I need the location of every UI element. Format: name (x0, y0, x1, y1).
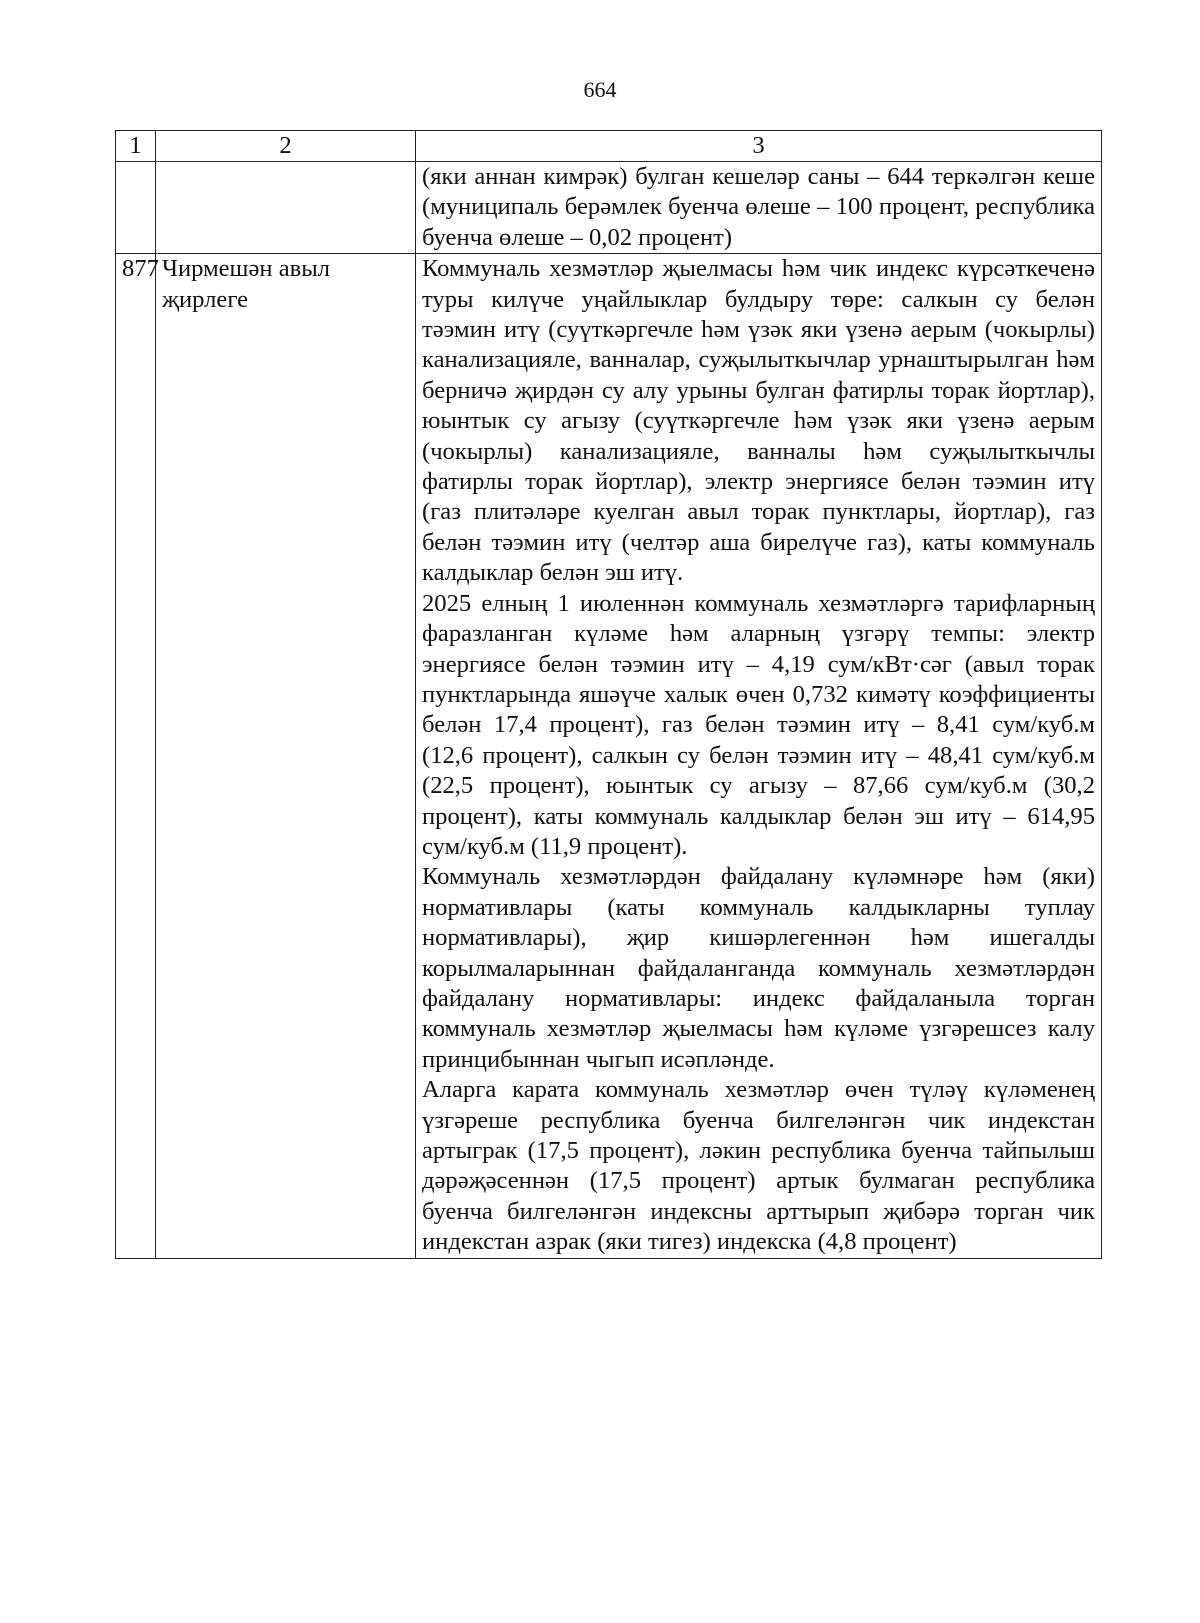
description-paragraph: Коммуналь хезмәтләрдән файдалану күләмнәре һәм (яки) нормативлары (каты коммуналь калдыкларны туплау нормативлары), җир кишәрлегеннән һәм ишегалды корылмаларыннан файдаланганда коммуналь хезмәтләрдән файдалану нормативлары: индекс файдаланыла торган коммуналь хезмәтләр җыелмасы һәм күләме үзгәрешсез калу принцибыннан чыгып исәпләнде. (422, 863, 1095, 1073)
table-row (116, 162, 1102, 254)
description-cell (416, 162, 1102, 254)
description-paragraph: Аларга карата коммуналь хезмәтләр өчен түләү күләменең үзгәреше республика буенча билгеләнгән чик индекстан артыграк (17,5 процент), ләкин республика буенча тайпылыш дәрәҗәсеннән (17,5 процент) артык булмаган республика буенча билгеләнгән индексны арттырып җибәрә торган чик индекстан азрак (яки тигез) индекска (4,8 процент) (422, 1076, 1095, 1256)
page-number: 664 (583, 77, 617, 102)
column-header-3: 3 (416, 131, 1102, 162)
column-header-1: 1 (116, 131, 156, 162)
settlement-name (156, 162, 416, 254)
table-header-row (116, 131, 1102, 162)
description-paragraph: Коммуналь хезмәтләр җыелмасы һәм чик индекс күрсәткеченә туры килүче уңайлыклар булдыру төре: салкын су белән тәэмин итү (суүткәргечле һәм үзәк яки үзенә аерым (чокырлы) канализацияле, ванналар, суҗылыткычлар урнаштырылган һәм берничә җирдән су алу урыны булган фатирлы торак йортлар), юынтык су агызу (суүткәргечле һәм үзәк яки үзенә аерым (чокырлы) канализацияле, ванналы һәм суҗылыткычлы фатирлы торак йортлар), электр энергиясе белән тәэмин итү (газ плитәләре куелган авыл торак пунктлары, йортлар), газ белән тәэмин итү (челтәр аша бирелүче газ), каты коммуналь калдыклар белән эш итү. (422, 255, 1095, 587)
description-paragraph: 2025 елның 1 июленнән коммуналь хезмәтләргә тарифларның фаразланган күләме һәм аларның үзгәрү темпы: электр энергиясе белән тәэмин итү – 4,19 сум/кВт·сәг (авыл торак пунктларында яшәүче халык өчен 0,732 кимәтү коэффициенты белән 17,4 процент), газ белән тәэмин итү – 8,41 сум/куб.м (12,6 процент), салкын су белән тәэмин итү – 48,41 сум/куб.м (22,5 процент), юынтык су агызу – 87,66 сум/куб.м (30,2 процент), каты коммуналь калдыклар белән эш итү – 614,95 сум/куб.м (11,9 процент). (422, 589, 1095, 860)
row-number (116, 162, 156, 254)
column-header-2: 2 (156, 131, 416, 162)
table-row (116, 254, 1102, 1258)
document-table (115, 130, 1102, 1259)
description-cell (416, 254, 1102, 1258)
description-paragraph: (яки аннан кимрәк) булган кешеләр саны – 644 теркәлгән кеше (муниципаль берәмлек буенча өлеше – 100 процент, республика буенча өлеше – 0,02 процент) (422, 163, 1095, 251)
row-number: 877 (116, 254, 156, 1258)
settlement-name: Чирмешән авыл җирлеге (156, 254, 416, 1258)
